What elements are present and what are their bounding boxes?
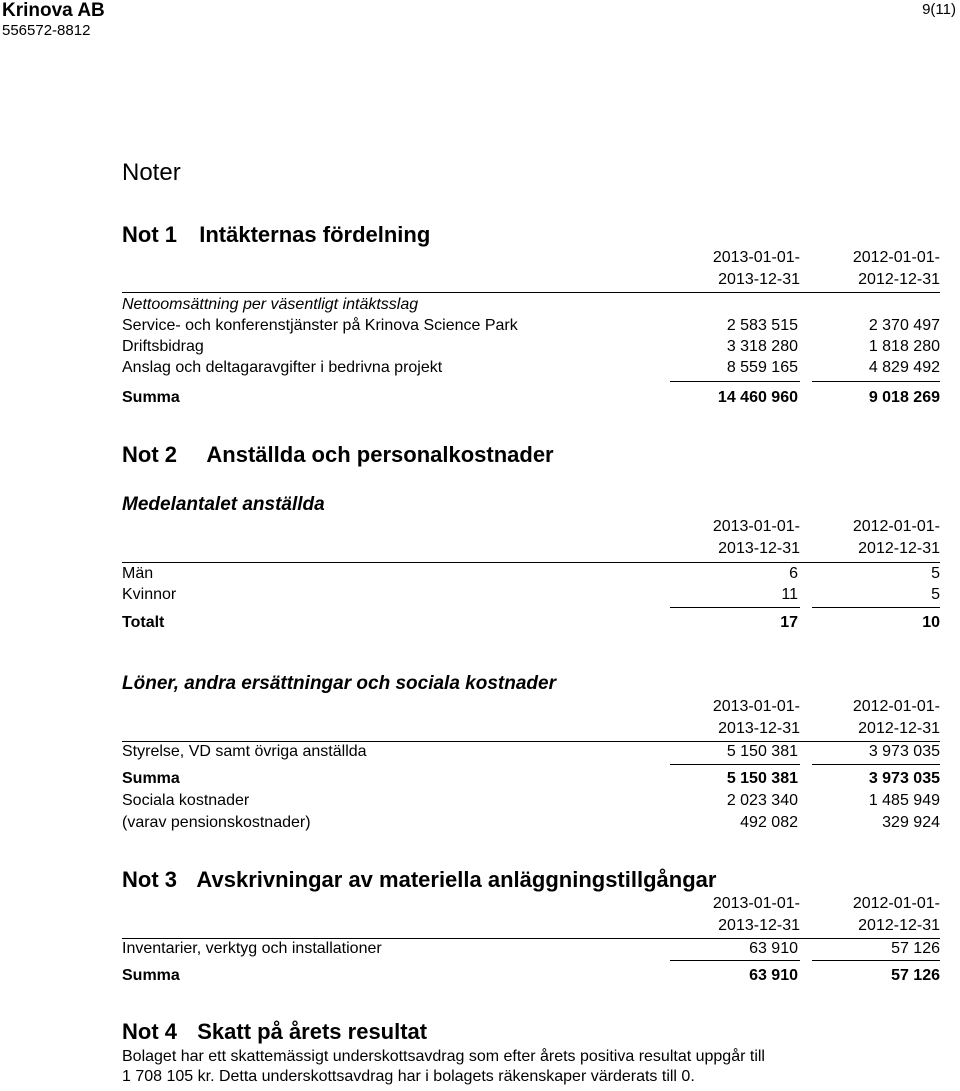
salaries-col-previous-header: 2012-01-01- 2012-12-31 bbox=[852, 698, 940, 737]
table-row: Service- och konferenstjänster på Krinova Science Park 2 583 515 2 370 497 bbox=[122, 317, 940, 334]
table-row: Kvinnor 11 5 bbox=[122, 586, 940, 603]
note3-sum-rule-current bbox=[670, 960, 800, 961]
note3-sum-rule-previous bbox=[812, 960, 940, 961]
salaries-heading: Löner, andra ersättningar och sociala kostnader bbox=[122, 673, 556, 694]
table-row: (varav pensionskostnader) 492 082 329 924 bbox=[122, 814, 940, 831]
employees-heading: Medelantalet anställda bbox=[122, 494, 325, 515]
table-row: Inventarier, verktyg och installationer 63 910 57 126 bbox=[122, 940, 940, 957]
table-row: Styrelse, VD samt övriga anställda 5 150 381 3 973 035 bbox=[122, 743, 940, 760]
table-row: Män 6 5 bbox=[122, 565, 940, 582]
note4-text-line1: Bolaget har ett skattemässigt underskottsavdrag som efter årets positiva resultat uppgår till bbox=[122, 1048, 765, 1065]
note2-heading bbox=[122, 442, 554, 468]
page-number: 9(11) bbox=[922, 1, 956, 18]
note1-header-rule bbox=[122, 292, 940, 293]
org-number: 556572-8812 bbox=[2, 22, 91, 39]
note1-number: Not 1 bbox=[122, 222, 177, 247]
note1-heading bbox=[122, 222, 430, 248]
note3-number: Not 3 bbox=[122, 867, 177, 892]
employees-col-previous-header: 2012-01-01- 2012-12-31 bbox=[852, 518, 940, 557]
table-row: Sociala kostnader 2 023 340 1 485 949 bbox=[122, 792, 940, 809]
note1-total-row: Summa 14 460 960 9 018 269 bbox=[122, 389, 940, 406]
note4-text-line2: 1 708 105 kr. Detta underskottsavdrag har i bolagets räkenskaper värderats till 0. bbox=[122, 1068, 695, 1085]
note2-title: Anställda och personalkostnader bbox=[206, 442, 554, 467]
employees-col-current-header: 2013-01-01- 2013-12-31 bbox=[712, 518, 800, 557]
salaries-total-row: Summa 5 150 381 3 973 035 bbox=[122, 770, 940, 787]
employees-sum-rule-current bbox=[670, 607, 800, 608]
table-row: Anslag och deltagaravgifter i bedrivna projekt 8 559 165 4 829 492 bbox=[122, 359, 940, 376]
note1-group-label: Nettoomsättning per väsentligt intäktsslag bbox=[122, 296, 419, 313]
note3-col-previous-header: 2012-01-01- 2012-12-31 bbox=[852, 895, 940, 934]
note3-title: Avskrivningar av materiella anläggningstillgångar bbox=[196, 867, 717, 892]
note1-sum-rule-current bbox=[670, 381, 800, 382]
salaries-sum-rule-previous bbox=[812, 764, 940, 765]
note4-title: Skatt på årets resultat bbox=[197, 1019, 428, 1044]
note3-total-row: Summa 63 910 57 126 bbox=[122, 967, 940, 984]
note1-col-current-header: 2013-01-01- 2013-12-31 bbox=[712, 249, 800, 288]
table-row: Driftsbidrag 3 318 280 1 818 280 bbox=[122, 338, 940, 355]
employees-total-row: Totalt 17 10 bbox=[122, 614, 940, 631]
note3-col-current-header: 2013-01-01- 2013-12-31 bbox=[712, 895, 800, 934]
employees-sum-rule-previous bbox=[812, 607, 940, 608]
note4-number: Not 4 bbox=[122, 1019, 177, 1044]
note2-number: Not 2 bbox=[122, 442, 177, 467]
note1-sum-rule-previous bbox=[812, 381, 940, 382]
salaries-col-current-header: 2013-01-01- 2013-12-31 bbox=[712, 698, 800, 737]
note4-heading bbox=[122, 1019, 427, 1045]
salaries-sum-rule-current bbox=[670, 764, 800, 765]
note1-title: Intäkternas fördelning bbox=[199, 222, 431, 247]
page-title: Noter bbox=[122, 159, 181, 186]
company-name: Krinova AB bbox=[2, 0, 105, 21]
note1-col-previous-header: 2012-01-01- 2012-12-31 bbox=[852, 249, 940, 288]
note3-heading bbox=[122, 867, 716, 893]
